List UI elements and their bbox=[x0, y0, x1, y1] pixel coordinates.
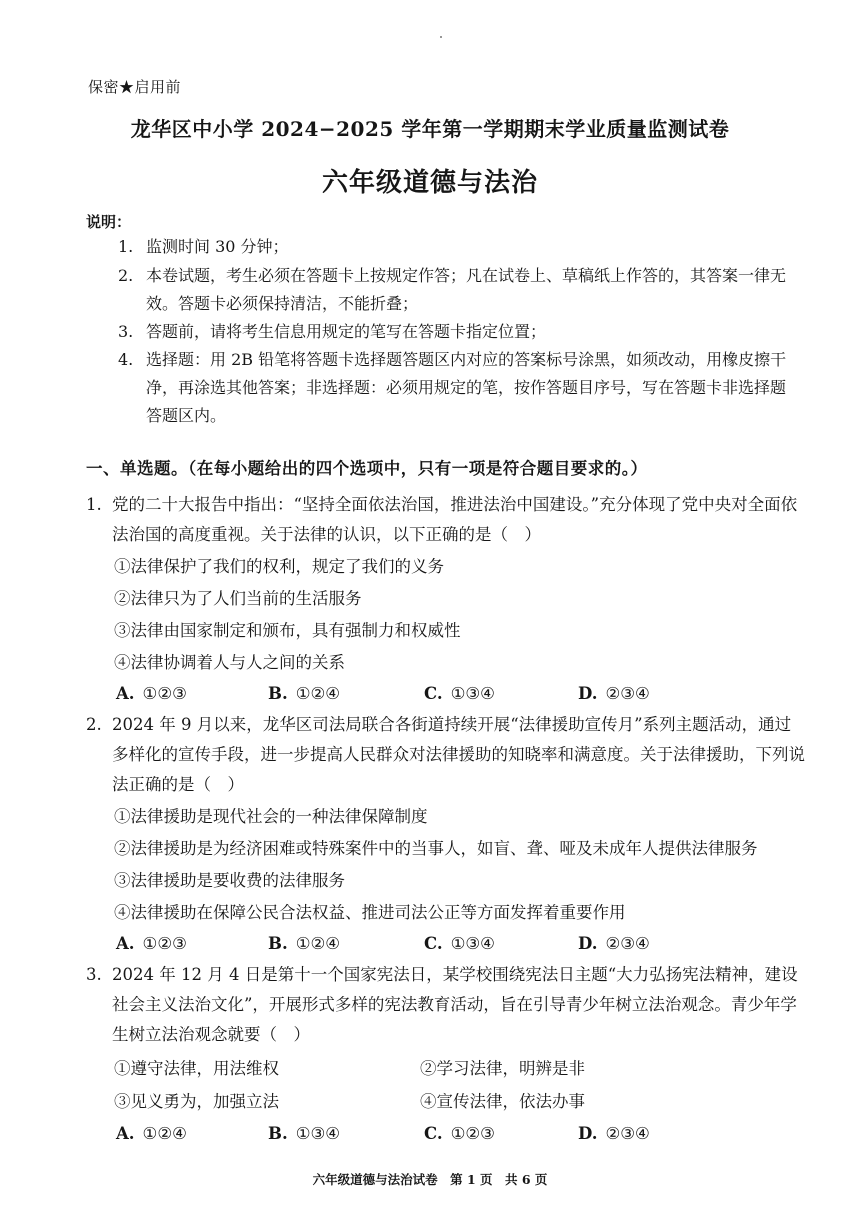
statement-item: ①法律保护了我们的权利，规定了我们的义务 bbox=[114, 557, 444, 576]
option-text: ②③④ bbox=[605, 1124, 650, 1143]
statement-item: ②法律援助是为经济困难或特殊案件中的当事人，如盲、聋、哑及未成年人提供法律服务 bbox=[114, 839, 758, 858]
instructions-heading: 说明： bbox=[86, 213, 132, 231]
statement-item: ④法律援助在保障公民合法权益、推进司法公正等方面发挥着重要作用 bbox=[114, 903, 626, 922]
option-text: ①②③ bbox=[142, 934, 187, 953]
instruction-text: 答题前，请将考生信息用规定的笔写在答题卡指定位置； bbox=[146, 322, 547, 341]
instruction-text: 本卷试题，考生必须在答题卡上按规定作答；凡在试卷上、草稿纸上作答的，其答案一律无效。答题卡必须保持清洁，不能折叠； bbox=[146, 266, 787, 313]
answer-option bbox=[424, 929, 495, 959]
answer-option bbox=[116, 1119, 187, 1149]
question-2 bbox=[86, 710, 806, 800]
question-number: 3. bbox=[86, 965, 102, 984]
option-text: ①③④ bbox=[450, 684, 495, 703]
instruction-number: 4. bbox=[118, 350, 134, 369]
question-stem: 2024 年 12 月 4 日是第十一个国家宪法日，某学校围绕宪法日主题“大力弘扬宪法精神，建设社会主义法治文化”，开展形式多样的宪法教育活动，旨在引导青少年树立法治观念。青少年学生树立法治观念就要（ ） bbox=[112, 965, 798, 1044]
answer-option bbox=[268, 1119, 340, 1149]
option-text: ①②③ bbox=[450, 1124, 495, 1143]
option-text: ①②③ bbox=[142, 684, 187, 703]
option-letter: C. bbox=[424, 934, 443, 953]
option-letter: A. bbox=[116, 684, 135, 703]
statement-item: ①遵守法律，用法维权 bbox=[114, 1059, 279, 1078]
confidential-label: 保密★启用前 bbox=[88, 78, 182, 96]
instruction-number: 1. bbox=[118, 237, 134, 256]
option-letter: B. bbox=[268, 934, 288, 953]
statement-item: ①法律援助是现代社会的一种法律保障制度 bbox=[114, 807, 428, 826]
instruction-item bbox=[118, 233, 798, 261]
question-number: 1. bbox=[86, 495, 102, 514]
option-text: ①②④ bbox=[142, 1124, 187, 1143]
statement-item: ②学习法律，明辨是非 bbox=[420, 1059, 585, 1078]
instruction-item bbox=[118, 346, 798, 430]
statement-item: ③法律由国家制定和颁布，具有强制力和权威性 bbox=[114, 621, 461, 640]
section-heading: 一、单选题。（在每小题给出的四个选项中，只有一项是符合题目要求的。） bbox=[86, 459, 648, 478]
option-letter: D. bbox=[578, 684, 598, 703]
option-letter: C. bbox=[424, 1124, 443, 1143]
instruction-number: 3. bbox=[118, 322, 134, 341]
exam-title: 龙华区中小学 2024−2025 学年第一学期期末学业质量监测试卷 bbox=[130, 117, 730, 141]
option-letter: B. bbox=[268, 684, 288, 703]
option-letter: A. bbox=[116, 934, 135, 953]
answer-option bbox=[268, 679, 340, 709]
statement-item: ③法律援助是要收费的法律服务 bbox=[114, 871, 345, 890]
instruction-item bbox=[118, 262, 798, 318]
answer-option bbox=[578, 929, 650, 959]
option-letter: A. bbox=[116, 1124, 135, 1143]
option-letter: C. bbox=[424, 684, 443, 703]
exam-subject: 六年级道德与法治 bbox=[321, 168, 538, 198]
option-text: ①②④ bbox=[295, 934, 341, 953]
question-stem: 2024 年 9 月以来，龙华区司法局联合各街道持续开展“法律援助宣传月”系列主题活动，通过多样化的宣传手段，进一步提高人民群众对法律援助的知晓率和满意度。关于法律援助，下列说法正确的是（ ） bbox=[112, 715, 805, 794]
instruction-number: 2. bbox=[118, 266, 134, 285]
answer-option bbox=[116, 679, 187, 709]
answer-option bbox=[424, 679, 495, 709]
scan-speck bbox=[440, 36, 442, 38]
answer-option bbox=[578, 679, 650, 709]
answer-option bbox=[268, 929, 340, 959]
page-footer: 六年级道德与法治试卷 第 1 页 共 6 页 bbox=[312, 1172, 548, 1187]
statement-item: ④宣传法律，依法办事 bbox=[420, 1092, 585, 1111]
question-1 bbox=[86, 490, 806, 550]
question-stem: 党的二十大报告中指出：“坚持全面依法治国，推进法治中国建设。”充分体现了党中央对全面依法治国的高度重视。关于法律的认识，以下正确的是（ ） bbox=[112, 495, 798, 544]
instruction-text: 监测时间 30 分钟； bbox=[146, 237, 289, 256]
option-text: ②③④ bbox=[605, 684, 650, 703]
instruction-item bbox=[118, 318, 798, 346]
option-letter: D. bbox=[578, 934, 598, 953]
option-letter: B. bbox=[268, 1124, 288, 1143]
option-letter: D. bbox=[578, 1124, 598, 1143]
answer-option bbox=[578, 1119, 650, 1149]
option-text: ①③④ bbox=[450, 934, 495, 953]
option-text: ①③④ bbox=[295, 1124, 341, 1143]
instruction-text: 选择题：用 2B 铅笔将答题卡选择题答题区内对应的答案标号涂黑，如须改动，用橡皮擦干净，再涂选其他答案；非选择题：必须用规定的笔，按作答题目序号，写在答题卡非选择题答题区内。 bbox=[146, 350, 787, 425]
question-3 bbox=[86, 960, 806, 1050]
statement-item: ③见义勇为，加强立法 bbox=[114, 1092, 279, 1111]
question-number: 2. bbox=[86, 715, 102, 734]
statement-item: ④法律协调着人与人之间的关系 bbox=[114, 653, 345, 672]
option-text: ②③④ bbox=[605, 934, 650, 953]
statement-item: ②法律只为了人们当前的生活服务 bbox=[114, 589, 362, 608]
answer-option bbox=[116, 929, 187, 959]
answer-option bbox=[424, 1119, 495, 1149]
option-text: ①②④ bbox=[295, 684, 341, 703]
